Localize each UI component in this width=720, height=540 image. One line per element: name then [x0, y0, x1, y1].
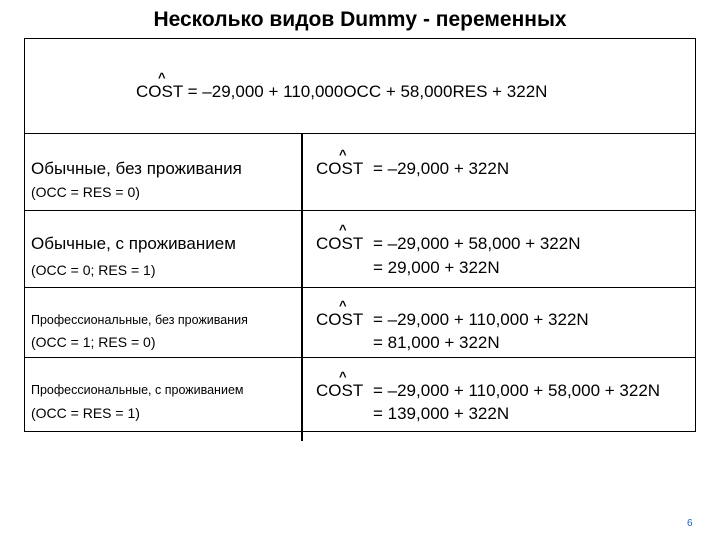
hat-symbol: ^: [339, 369, 347, 384]
slide-title: Несколько видов Dummy - переменных: [153, 8, 567, 31]
cost-symbol: COST: [316, 310, 364, 329]
main-equation-rhs: = –29,000 + 110,000OCC + 58,000RES + 322N: [187, 82, 548, 101]
hat-symbol: ^: [339, 147, 347, 162]
equation-line: = –29,000 + 58,000 + 322N: [373, 234, 581, 253]
main-equation: [136, 82, 547, 102]
cost-symbol: COST: [136, 82, 183, 101]
equation-line: = 81,000 + 322N: [373, 333, 500, 352]
row-divider: [24, 210, 696, 211]
row-divider: [24, 287, 696, 288]
equation-line: = 139,000 + 322N: [373, 404, 510, 423]
row-condition: (OCC = RES = 0): [31, 184, 140, 200]
cost-symbol: COST: [316, 381, 364, 400]
row-condition: (OCC = 0; RES = 1): [31, 262, 156, 278]
row-label: Обычные, с проживанием: [31, 234, 236, 253]
row-label: Обычные, без проживания: [31, 159, 242, 178]
row-condition: (OCC = 1; RES = 0): [31, 334, 156, 350]
equation-line: = 29,000 + 322N: [373, 258, 500, 277]
hat-symbol: ^: [339, 298, 347, 313]
hat-symbol: ^: [158, 70, 166, 85]
cost-symbol: COST: [316, 234, 364, 253]
equation-line: = –29,000 + 322N: [373, 159, 510, 178]
cost-symbol: COST: [316, 159, 364, 178]
row-label: Профессиональные, с проживанием: [31, 383, 244, 397]
row-condition: (OCC = RES = 1): [31, 405, 140, 421]
equation-line: = –29,000 + 110,000 + 58,000 + 322N: [373, 381, 661, 400]
row-divider: [24, 357, 696, 358]
equation-line: = –29,000 + 110,000 + 322N: [373, 310, 589, 329]
row-divider: [24, 133, 696, 134]
row-label: Профессиональные, без проживания: [31, 313, 248, 327]
page-number: 6: [687, 518, 693, 529]
hat-symbol: ^: [339, 222, 347, 237]
column-divider: [301, 133, 303, 441]
